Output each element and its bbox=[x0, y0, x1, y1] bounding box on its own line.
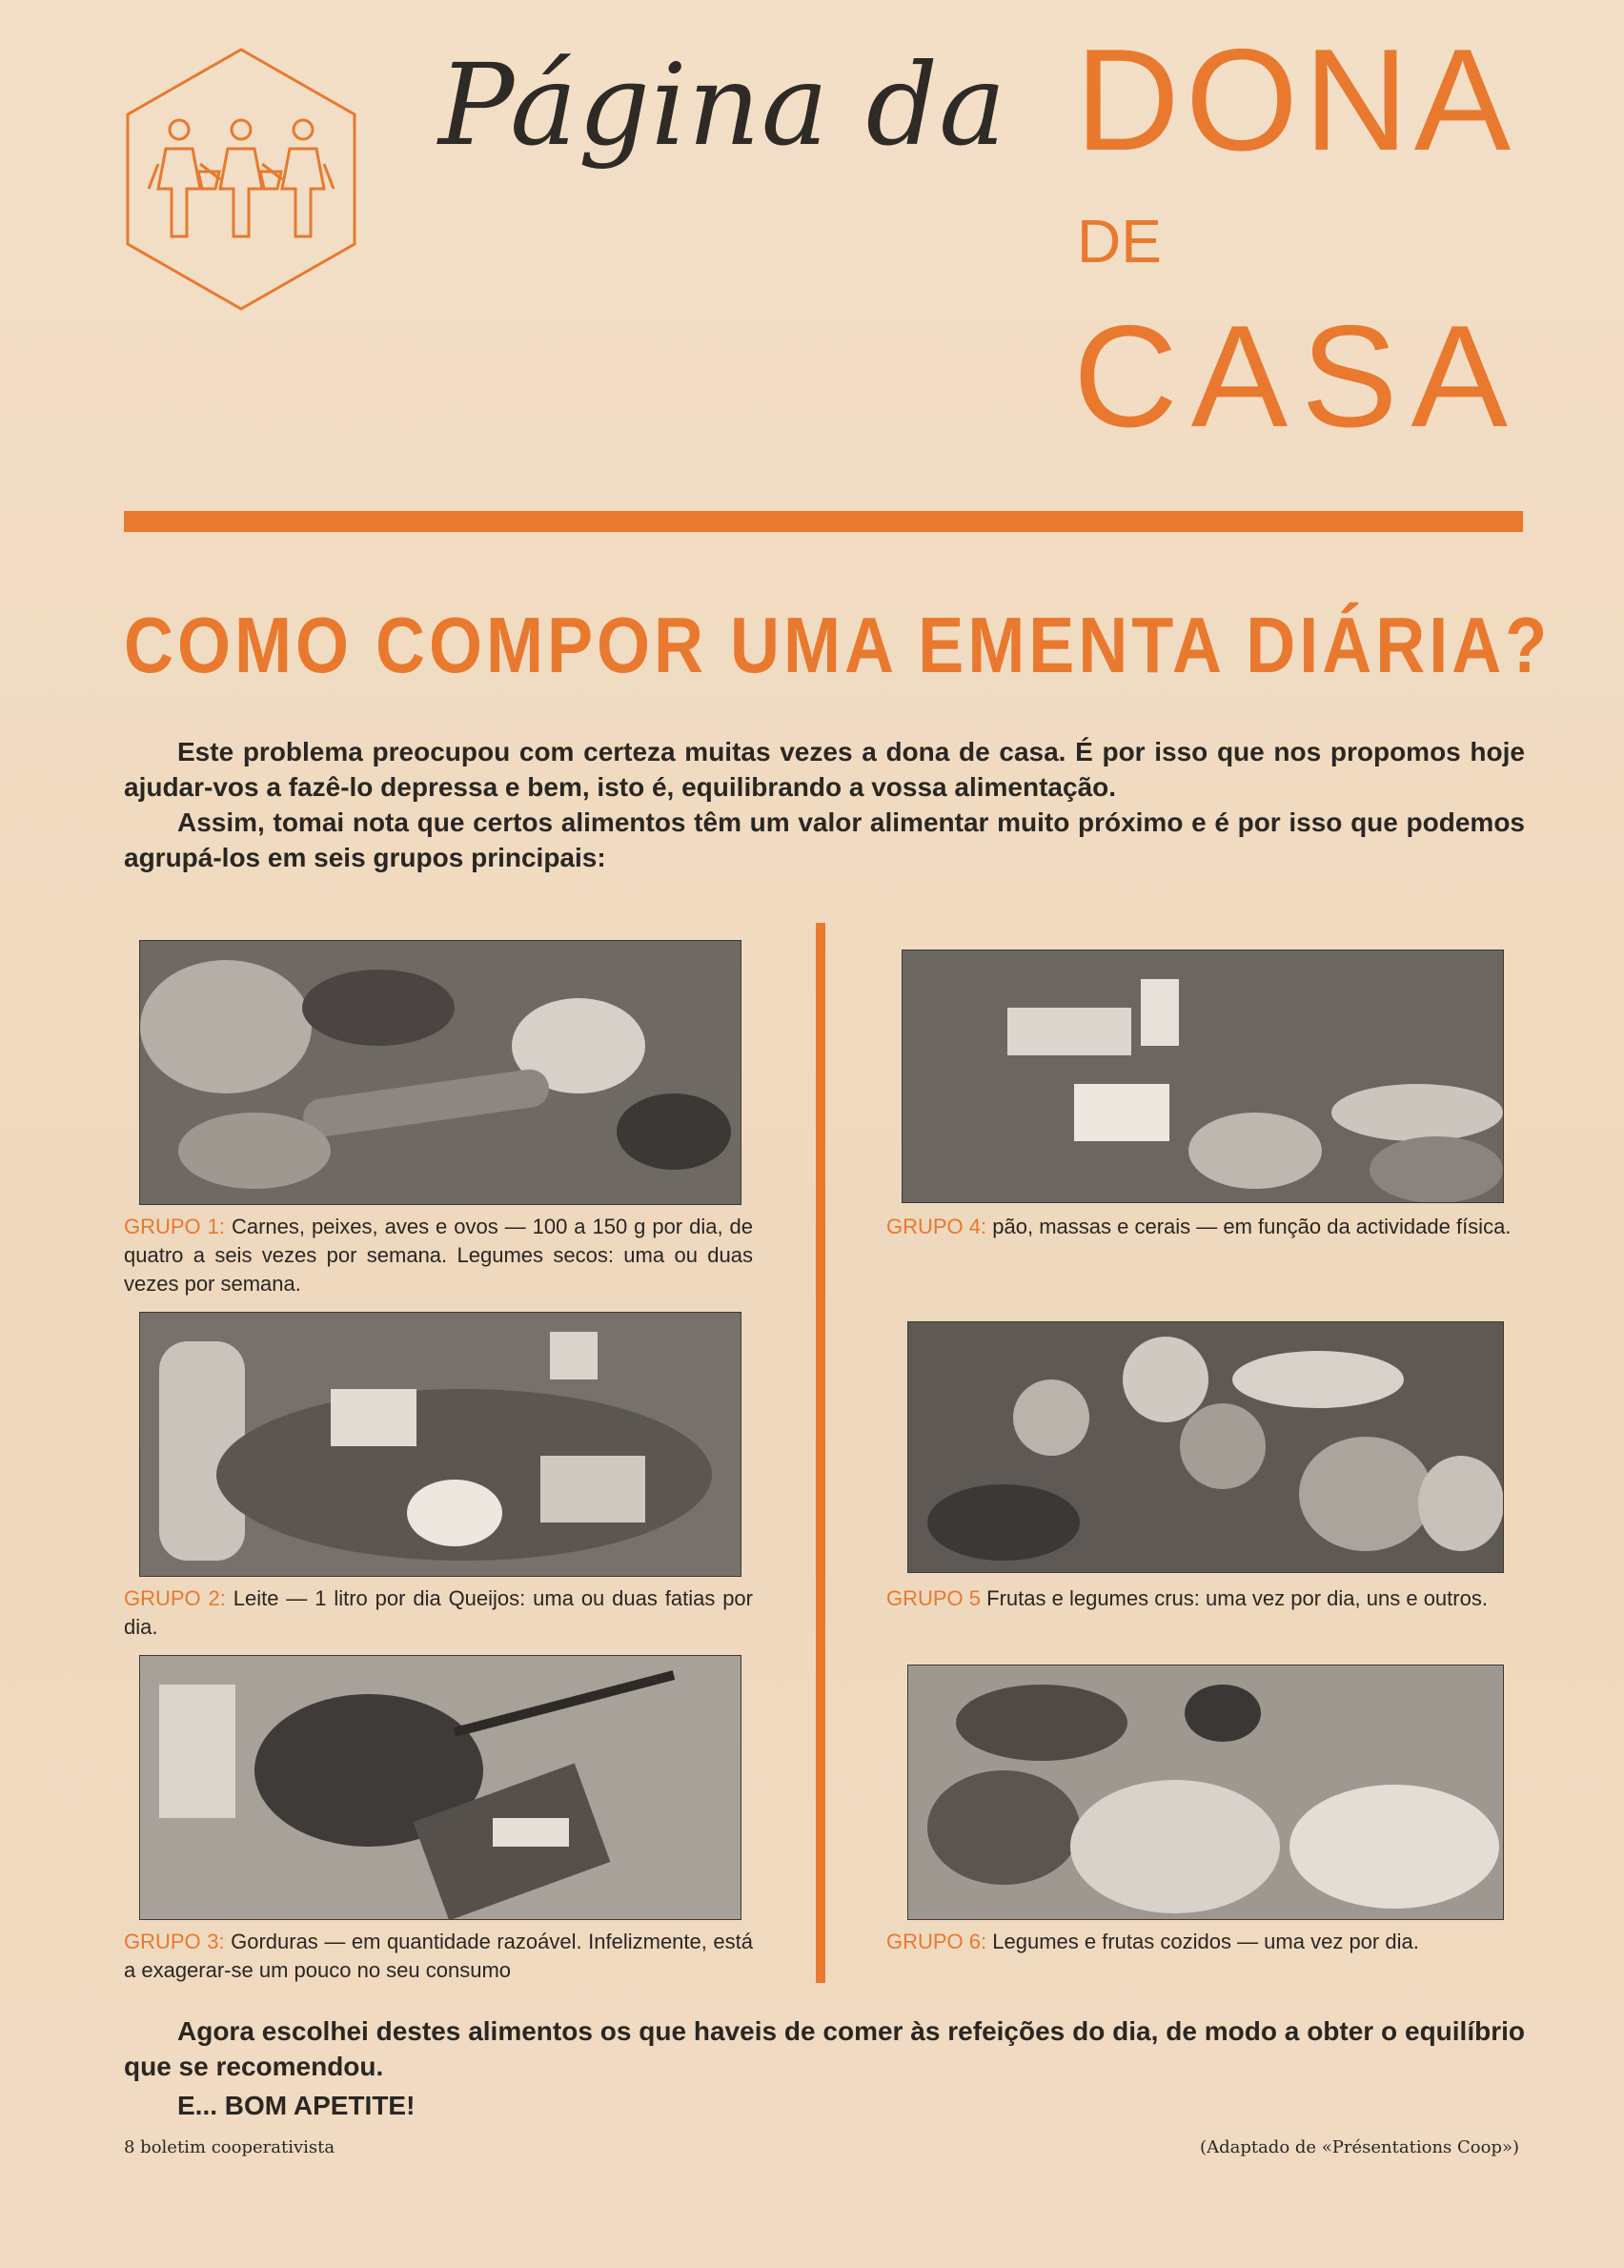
column-divider bbox=[816, 923, 825, 1983]
group-5-label: GRUPO 5 bbox=[886, 1586, 982, 1610]
group-4-label: GRUPO 4: bbox=[886, 1215, 987, 1238]
title-casa: CASA bbox=[1073, 296, 1521, 458]
footer-source: (Adaptado de «Présentations Coop») bbox=[1200, 2137, 1519, 2157]
group-2-text: Leite — 1 litro por dia Queijos: uma ou duas fatias por dia. bbox=[124, 1586, 753, 1639]
group-5-text: Frutas e legumes crus: uma vez por dia, uns e outros. bbox=[986, 1586, 1488, 1610]
photo-group-6-cooked bbox=[907, 1665, 1504, 1920]
group-4-text: pão, massas e cerais — em função da actividade física. bbox=[992, 1215, 1512, 1238]
caption-group-6 bbox=[886, 1928, 1521, 1956]
photo-group-2-dairy bbox=[139, 1312, 741, 1577]
closing-paragraph: Agora escolhei destes alimentos os que haveis de comer às refeições do dia, de modo a obter o equilíbrio que se recomendou. bbox=[124, 2016, 1525, 2081]
bom-apetite: E... BOM APETITE! bbox=[177, 2091, 416, 2120]
group-3-label: GRUPO 3: bbox=[124, 1930, 225, 1953]
caption-group-1 bbox=[124, 1213, 753, 1298]
group-1-text: Carnes, peixes, aves e ovos — 100 a 150 g por dia, de quatro a seis vezes por semana. Legumes secos: uma ou duas vezes por semana. bbox=[124, 1215, 753, 1296]
caption-group-5 bbox=[886, 1584, 1521, 1613]
article-headline: COMO COMPOR UMA EMENTA DIÁRIA? bbox=[124, 602, 1552, 690]
group-2-label: GRUPO 2: bbox=[124, 1586, 226, 1610]
photo-group-3-fats bbox=[139, 1655, 741, 1920]
caption-group-2 bbox=[124, 1584, 753, 1642]
page-title-script: Página da bbox=[438, 39, 1007, 171]
photo-group-1-meats bbox=[139, 940, 741, 1205]
title-de: DE bbox=[1077, 207, 1162, 276]
footer-page-number: 8 boletim cooperativista bbox=[124, 2137, 335, 2157]
intro-text bbox=[124, 734, 1525, 875]
title-dona: DONA bbox=[1075, 19, 1517, 181]
caption-group-4 bbox=[886, 1213, 1521, 1241]
header-rule bbox=[124, 511, 1523, 532]
intro-paragraph-2: Assim, tomai nota que certos alimentos têm um valor alimentar muito próximo e é por isso que podemos agrupá-los em seis grupos principais: bbox=[124, 807, 1525, 872]
photo-group-4-bread bbox=[902, 950, 1504, 1203]
photo-group-5-fruits bbox=[907, 1321, 1504, 1573]
caption-group-3 bbox=[124, 1928, 753, 1985]
group-6-label: GRUPO 6: bbox=[886, 1930, 987, 1953]
closing-text bbox=[124, 2013, 1525, 2123]
group-6-text: Legumes e frutas cozidos — uma vez por dia. bbox=[992, 1930, 1419, 1953]
group-3-text: Gorduras — em quantidade razoável. Infelizmente, está a exagerar-se um pouco no seu consumo bbox=[124, 1930, 753, 1982]
cooperative-logo-icon bbox=[124, 46, 358, 313]
group-1-label: GRUPO 1: bbox=[124, 1215, 225, 1238]
intro-paragraph-1: Este problema preocupou com certeza muitas vezes a dona de casa. É por isso que nos propomos hoje ajudar-vos a fazê-lo depressa e bem, isto é, equilibrando a vossa alimentação. bbox=[124, 737, 1525, 802]
